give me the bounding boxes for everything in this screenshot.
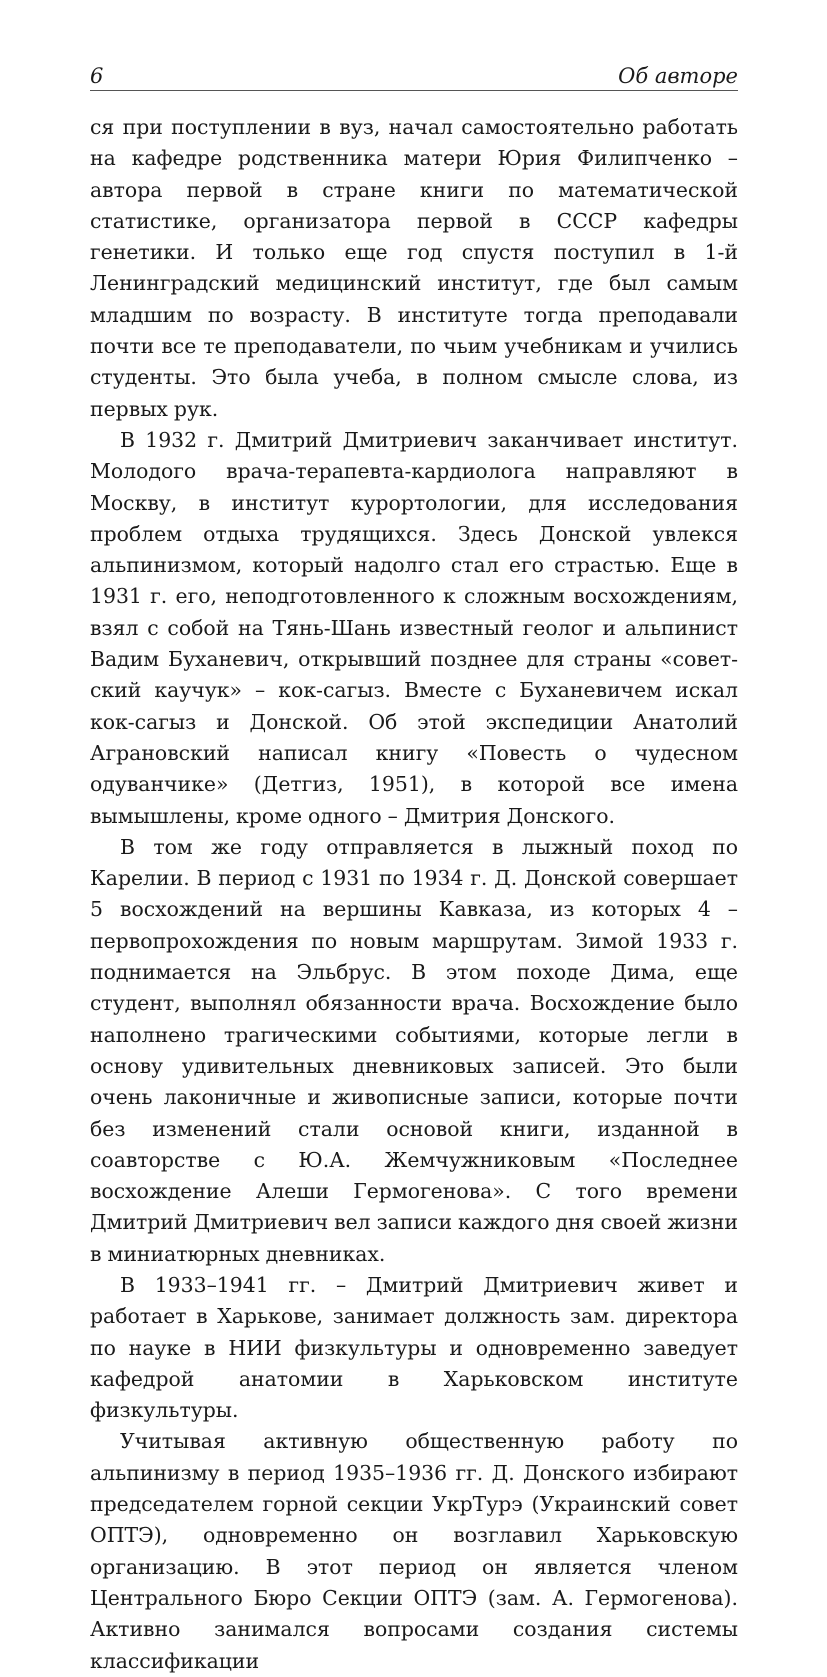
- paragraph-5: Учитывая активную общественную работу по альпинизму в период 1935–1936 гг. Д. Донского избирают председателем горной секции УкрТурэ (Украинский совет ОПТЭ), одновременно он возглавил Харьковскую организацию. В этот период он является членом Центрального Бюро Секции ОПТЭ (зам. А. Гермогенова). Активно занимался вопросами создания системы классификации: [90, 1429, 738, 1673]
- paragraph-1: ся при поступлении в вуз, начал самостоятельно работать на кафедре родственника матери Юрия Филипченко – автора первой в стране книги по математической статистике, организатора первой в СССР кафедры генетики. И только еще год спустя поступил в 1-й Ленинградский медицинский институт, где был самым младшим по возрасту. В институте тогда преподавали почти все те преподаватели, по чьим учебникам и учились студенты. Это была учеба, в полном смысле слова, из первых рук.: [90, 115, 738, 421]
- page-number: 6: [90, 64, 104, 88]
- body-text: [90, 112, 738, 1677]
- paragraph-3: В том же году отправляется в лыжный поход по Карелии. В период с 1931 по 1934 г. Д. Донской совершает 5 восхождений на вершины Кавказа, из которых 4 – первопрохождения по новым маршрутам. Зимой 1933 г. поднимается на Эльбрус. В этом походе Дима, еще студент, выполнял обязанности врача. Восхождение было наполнено трагическими событиями, которые легли в основу удивительных дневниковых записей. Это были очень лаконичные и живописные записи, которые почти без изменений стали основой книги, изданной в соавторстве с Ю.А. Жемчужниковым «Последнее восхождение Алеши Гермогенова». С того времени Дмитрий Дмитриевич вел записи каждого дня своей жизни в миниатюрных дневниках.: [90, 834, 738, 1266]
- running-title: Об авторе: [618, 64, 738, 88]
- paragraph-4: В 1933–1941 гг. – Дмитрий Дмитриевич живет и работает в Харькове, занимает должность зам. директора по науке в НИИ физкультуры и одновременно заведует кафедрой анатомии в Харьковском институте физкультуры.: [90, 1272, 738, 1423]
- page-header: [90, 62, 738, 91]
- paragraph-2: В 1932 г. Дмитрий Дмитриевич заканчивает институт. Молодого врача-терапевта-кардиолога направляют в Москву, в институт курортологии, для исследования проблем отдыха трудящихся. Здесь Донской увлекся альпинизмом, который надолго стал его страстью. Еще в 1931 г. его, неподготовленного к сложным восхождениям, взял с собой на Тянь-Шань известный геолог и альпинист Вадим Буханевич, открывший позднее для страны «советский каучук» – кок-сагыз. Вместе с Буханевичем искал кок-сагыз и Донской. Об этой экспедиции Анатолий Аграновский написал книгу «Повесть о чудесном одуванчике» (Детгиз, 1951), в которой все имена вымышлены, кроме одного – Дмитрия Донского.: [90, 427, 738, 828]
